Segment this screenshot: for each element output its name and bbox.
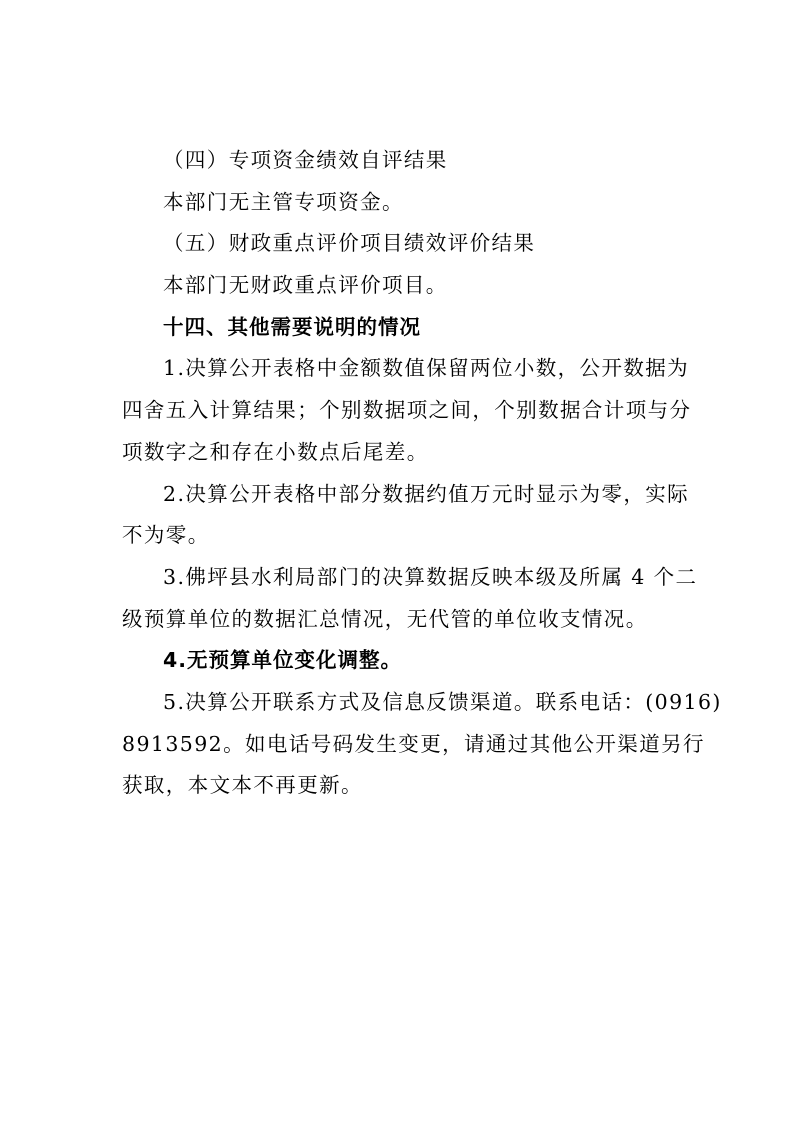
item-3-line-2: 级预算单位的数据汇总情况，无代管的单位收支情况。 — [122, 606, 648, 631]
section-5-body: 本部门无财政重点评价项目。 — [163, 273, 448, 298]
section-4-title: （四）专项资金绩效自评结果 — [163, 148, 448, 172]
document-body — [122, 140, 722, 807]
item-2-line-2: 不为零。 — [122, 523, 210, 548]
item-2-line-1: 2.决算公开表格中部分数据约值万元时显示为零，实际 — [163, 481, 690, 506]
item-5-line-1: 5.决算公开联系方式及信息反馈渠道。联系电话：(0916) — [163, 689, 722, 714]
item-5-line-2: 8913592。如电话号码发生变更，请通过其他公开渠道另行 — [122, 731, 705, 756]
item-1-line-2: 四舍五入计算结果；个别数据项之间，个别数据合计项与分 — [122, 398, 692, 423]
item-4-line-1: 4.无预算单位变化调整。 — [163, 648, 403, 673]
item-1-line-1: 1.决算公开表格中金额数值保留两位小数，公开数据为 — [163, 356, 690, 381]
item-3-line-1: 3.佛坪县水利局部门的决算数据反映本级及所属 4 个二 — [163, 564, 698, 589]
section-5-title: （五）财政重点评价项目绩效评价结果 — [163, 231, 536, 256]
section-14-heading: 十四、其他需要说明的情况 — [163, 314, 421, 339]
item-5-line-3: 获取，本文本不再更新。 — [122, 773, 363, 798]
section-4-body: 本部门无主管专项资金。 — [163, 189, 404, 214]
item-1-line-3: 项数字之和存在小数点后尾差。 — [122, 439, 429, 464]
